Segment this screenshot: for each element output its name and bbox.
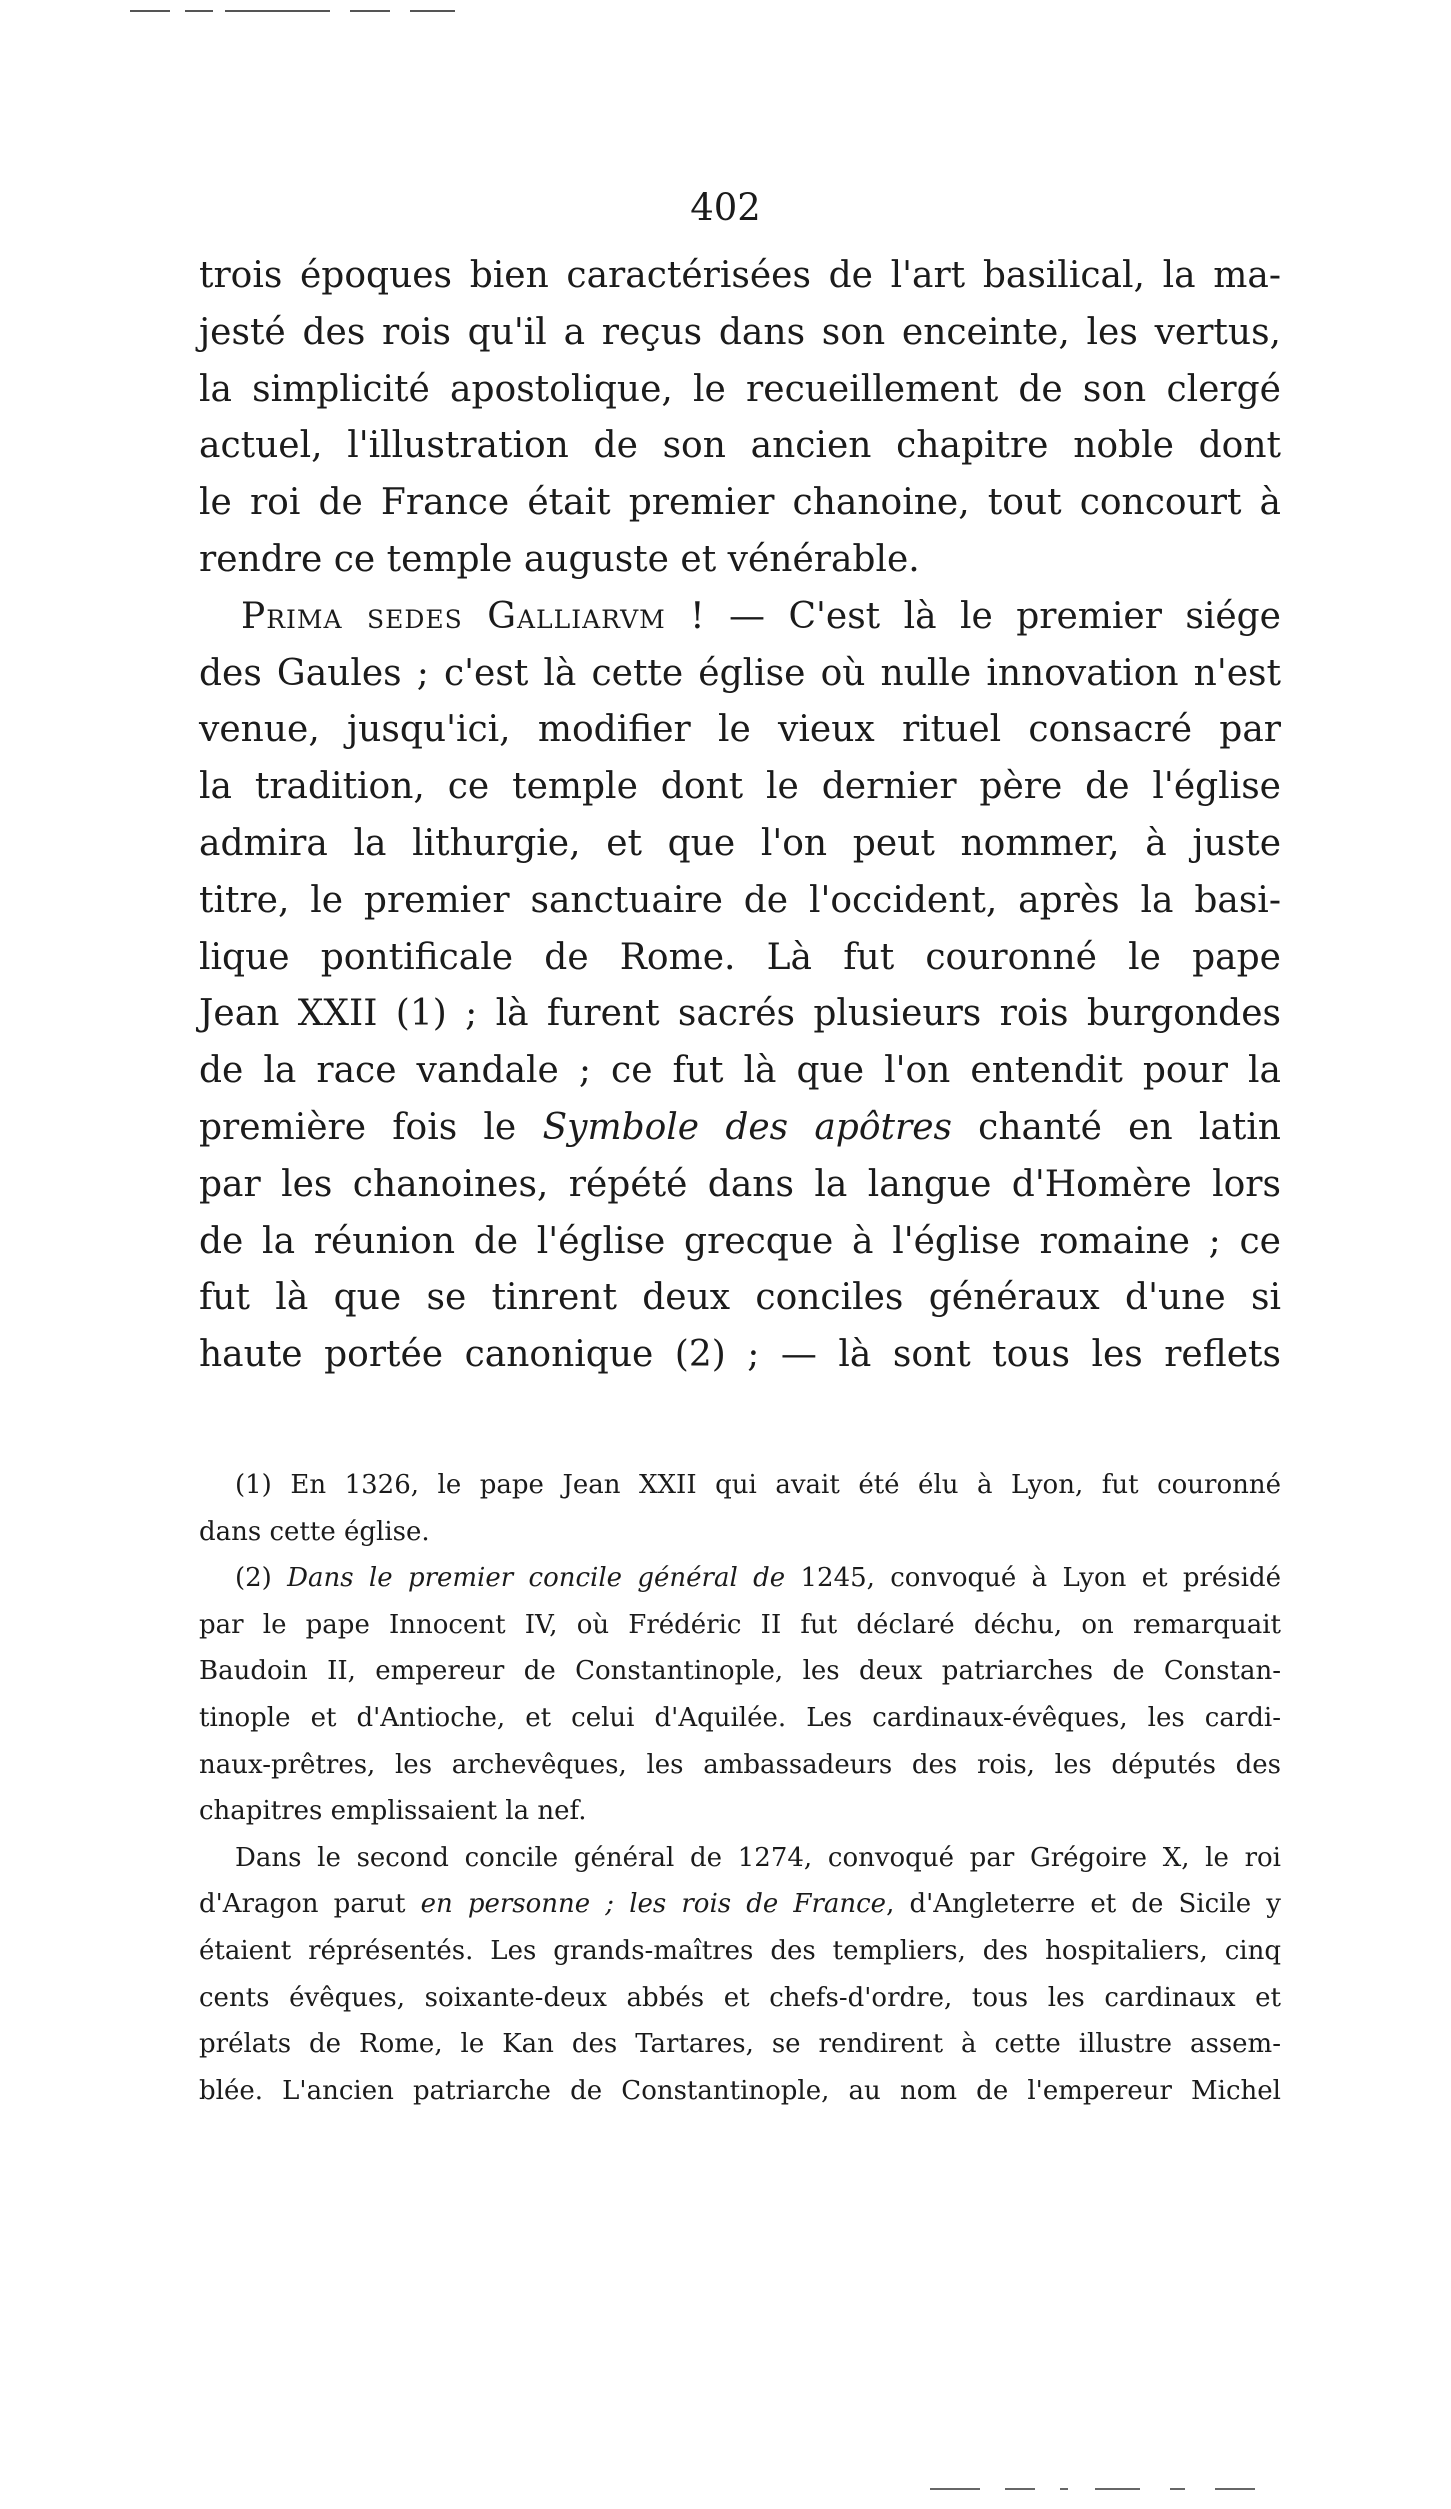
footnote-marker: (2) <box>235 1563 288 1594</box>
footnote-line: étaient réprésentés. Les grands-maîtres des templiers, des hospitaliers, cinq <box>199 1935 1281 1966</box>
top-edge-rules <box>130 10 550 14</box>
footnote-line: dans cette église. <box>199 1516 430 1547</box>
text-line: de la réunion de l'église grecque à l'église romaine ; ce <box>199 1220 1281 1262</box>
text-line: par les chanoines, répété dans la langue d'Homère lors <box>199 1163 1281 1205</box>
text-line: lique pontificale de Rome. Là fut couronné le pape <box>199 936 1281 978</box>
text-line: haute portée canonique (2) ; — là sont tous les reflets <box>199 1334 1281 1376</box>
footnote-line: par le pape Innocent IV, où Frédéric II fut déclaré déchu, on remarquait <box>199 1609 1281 1640</box>
text-line: rendre ce temple auguste et vénérable. <box>199 538 920 580</box>
text-line: admira la lithurgie, et que l'on peut nommer, à juste <box>199 822 1281 864</box>
footnote-line: chapitres emplissaient la nef. <box>199 1796 587 1827</box>
footnote-2-continued: Dans le second concile général de 1274, convoqué par Grégoire X, le roi <box>235 1842 1281 1873</box>
text-line: Jean XXII (1) ; là furent sacrés plusieurs rois burgondes <box>199 993 1281 1035</box>
footnote-line: Baudoin II, empereur de Constantinople, les deux patriarches de Constan- <box>199 1656 1281 1687</box>
text-fragment: première fois le <box>199 1106 543 1148</box>
text-line: titre, le premier sanctuaire de l'occident, après la basi- <box>199 879 1281 921</box>
text-fragment: 1245, convoqué à Lyon et présidé <box>785 1563 1282 1594</box>
text-line: de la race vandale ; ce fut là que l'on entendit pour la <box>199 1050 1281 1092</box>
bottom-edge-rules <box>930 2488 1330 2492</box>
footnote-2 <box>199 1555 1281 1602</box>
text-line: la simplicité apostolique, le recueillement de son clergé <box>199 368 1281 410</box>
text-line: venue, jusqu'ici, modifier le vieux rituel consacré par <box>199 709 1281 751</box>
footnotes <box>199 1462 1281 2114</box>
italic-title: Symbole des apôtres <box>542 1106 952 1148</box>
main-text <box>199 248 1281 1384</box>
text-line: trois époques bien caractérisées de l'art basilical, la ma- <box>199 255 1281 296</box>
footnote-line: naux-prêtres, les archevêques, les ambassadeurs des rois, les députés des <box>199 1749 1281 1780</box>
footnote-line: cents évêques, soixante-deux abbés et chefs-d'ordre, tous les cardinaux et <box>199 1982 1281 2013</box>
footnote-1: (1) En 1326, le pape Jean XXII qui avait été élu à Lyon, fut couronné <box>235 1470 1281 1500</box>
text-line: fut là que se tinrent deux conciles généraux d'une si <box>199 1277 1281 1319</box>
paragraph-opening-line <box>199 589 1281 646</box>
footnote-line: blée. L'ancien patriarche de Constantinople, au nom de l'empereur Michel <box>199 2075 1281 2106</box>
text-line: le roi de France était premier chanoine, tout concourt à <box>199 482 1281 524</box>
text-fragment: , d'Angleterre et de Sicile y <box>886 1889 1281 1920</box>
text-fragment: chanté en latin <box>951 1106 1281 1148</box>
italic-fragment: Dans le premier concile général de <box>287 1563 786 1594</box>
latin-heading: Prima sedes Galliarvm ! <box>241 595 706 637</box>
text-line: la tradition, ce temple dont le dernier père de l'église <box>199 766 1281 808</box>
text-line: jesté des rois qu'il a reçus dans son enceinte, les vertus, <box>199 311 1281 353</box>
italic-fragment: en personne ; les rois de France <box>420 1889 887 1920</box>
footnote-line: tinople et d'Antioche, et celui d'Aquilée. Les cardinaux-évêques, les cardi- <box>199 1702 1281 1733</box>
footnote-line-with-italic <box>199 1881 1281 1928</box>
text-fragment: — C'est là le premier siége <box>705 595 1281 637</box>
text-fragment: d'Aragon parut <box>199 1889 421 1920</box>
text-line: des Gaules ; c'est là cette église où nulle innovation n'est <box>199 652 1281 694</box>
footnote-line: prélats de Rome, le Kan des Tartares, se rendirent à cette illustre assem- <box>199 2029 1281 2060</box>
page-number: 402 <box>690 186 761 229</box>
text-line: actuel, l'illustration de son ancien chapitre noble dont <box>199 425 1281 467</box>
text-line-with-italic <box>199 1100 1281 1157</box>
